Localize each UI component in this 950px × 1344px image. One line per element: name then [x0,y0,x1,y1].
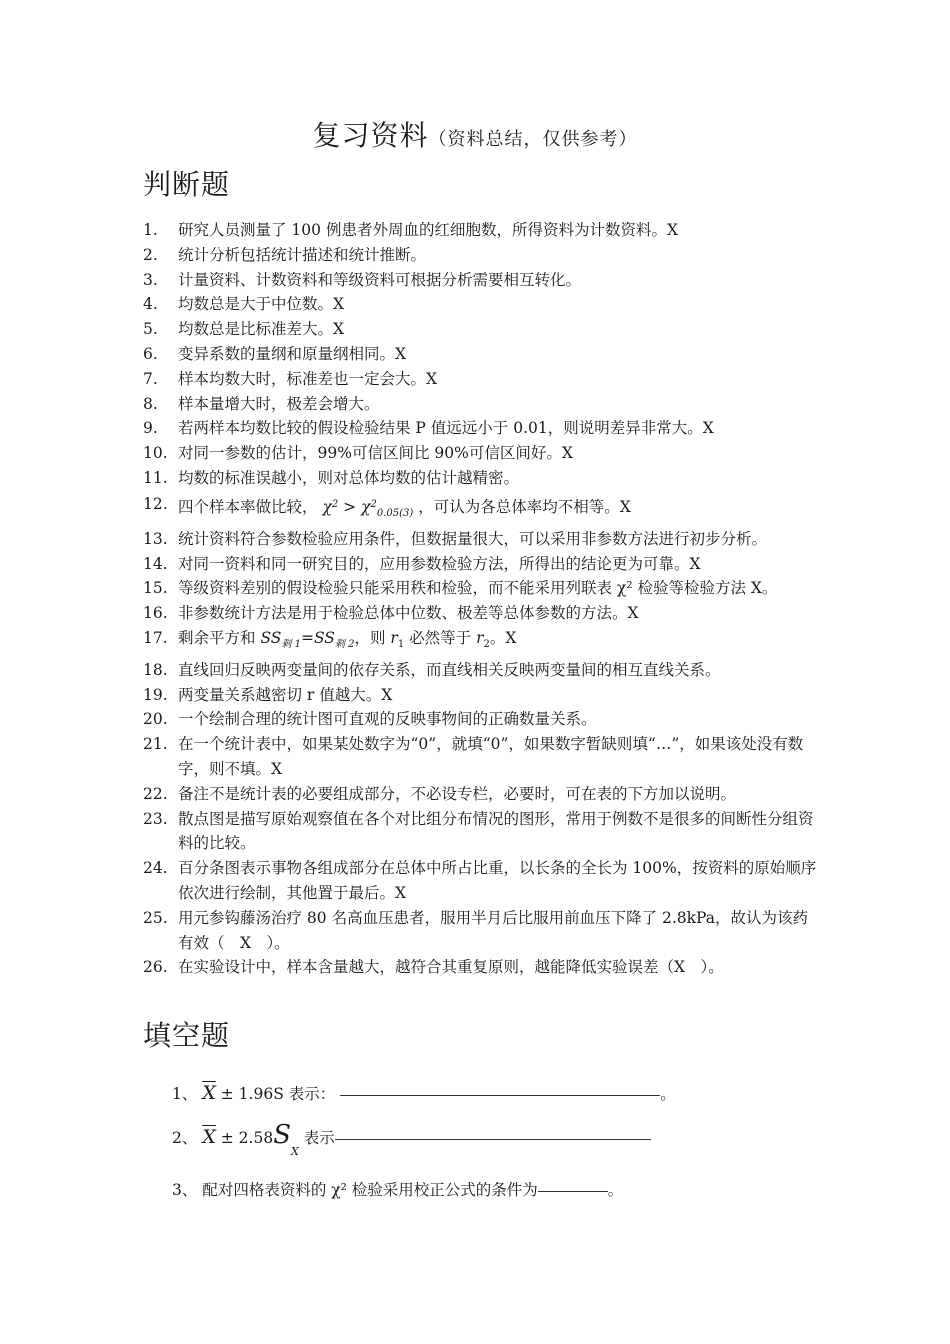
item-text: 非参数统计方法是用于检验总体中位数、极差等总体参数的方法。X [178,604,639,623]
page-title-main: 复习资料 [312,119,429,152]
formula-sup: 2 [370,498,377,510]
list-item [143,367,823,392]
item-text: 对同一资料和同一研究目的，应用参数检验方法，所得出的结论更为可靠。X [178,554,701,573]
item-text: 样本量增大时，极差会增大。 [178,394,380,413]
item-text: 散点图是描写原始观察值在各个对比组分布情况的图形，常用于例数不是很多的间断性分组资料的比较。 [178,809,814,853]
fill-blank-item-1 [172,1082,676,1104]
list-item [143,441,823,466]
list-item [143,392,823,417]
ss-term-1 [260,628,301,650]
list-item [143,466,823,491]
item-number: 10. [143,444,168,463]
item-text: 在实验设计中，样本含量越大，越符合其重复原则，越能降低实验误差（X ）。 [178,958,724,977]
item-text: 剩余平方和 [178,628,261,647]
item-number: 2. [143,245,158,264]
item-number: 8. [143,394,158,413]
item-text: 研究人员测量了 100 例患者外周血的红细胞数，所得资料为计数资料。X [178,221,678,239]
s-subscript: X [291,1145,299,1158]
fill-blank-item-2 [172,1120,651,1158]
r-symbol: r [476,628,484,647]
list-item [143,782,823,807]
list-item [143,292,823,317]
formula-chi: χ [322,497,332,516]
r-symbol: r [390,628,398,647]
ss-term-2 [313,628,355,650]
formula-gt-chi: > χ [338,497,371,516]
item-text: 四个样本率做比较， [178,497,318,516]
answer-blank[interactable] [538,1191,608,1192]
list-item [143,955,823,980]
true-false-list [143,218,823,980]
item-number: 11. [143,468,168,487]
list-item [143,342,823,367]
formula-sub: 0.05(3) [376,507,414,519]
section-heading-fill-blank: 填空题 [143,1019,231,1052]
item-number: 22. [143,784,168,803]
item-number: 1、 [172,1085,198,1103]
list-item [143,576,823,601]
item-number: 7. [143,369,158,388]
item-text: 用元参钩藤汤治疗 80 名高血压患者，服用半月后比服用前血压下降了 2.8kPa，故认为该药有效（ X ）。 [178,908,809,952]
list-item [143,317,823,342]
list-item [143,856,823,906]
answer-blank[interactable] [340,1095,660,1096]
item-number: 25. [143,908,168,927]
ss-sub: 剩 1 [281,638,301,650]
item-text: 若两样本均数比较的假设检验结果 P 值远远小于 0.01，则说明差异非常大。X [178,419,714,438]
item-number: 14. [143,554,168,573]
list-item [143,268,823,293]
formula-expression: ± 1.96S 表示： [215,1085,336,1103]
list-item [143,243,823,268]
item-number: 15. [143,579,168,598]
item-number: 18. [143,660,168,679]
list-item [143,658,823,683]
item-number: 17. [143,628,168,647]
list-item [143,732,823,782]
answer-blank[interactable] [335,1139,651,1140]
list-item [143,218,823,243]
s-symbol: S [273,1120,292,1150]
page-title [0,114,950,154]
list-item [143,552,823,577]
item-text: 备注不是统计表的必要组成部分，不必设专栏，必要时，可在表的下方加以说明。 [178,784,737,803]
equals-sign: = [300,628,314,647]
item-number: 9. [143,419,158,438]
list-item [143,416,823,441]
item-text: 计量资料、计数资料和等级资料可根据分析需要相互转化。 [178,270,582,289]
item-number: 16. [143,604,168,623]
item-text: 对同一参数的估计，99%可信区间比 90%可信区间好。X [178,444,573,463]
section-heading-true-false: 判断题 [143,168,231,201]
item-text: 均数的标准误越小，则对总体均数的估计越精密。 [178,468,520,487]
x-bar-symbol: $\overline{X}$ [202,1082,216,1104]
item-number: 3. [143,270,158,289]
list-item [143,906,823,956]
item-text: 等级资料差别的假设检验只能采用秩和检验，而不能采用列联表 χ² 检验等检验方法 X。 [178,579,778,598]
page-title-subtitle: （资料总结，仅供参考） [428,129,638,150]
item-text: 表示 [298,1129,335,1147]
item-text: 必然等于 [404,628,477,647]
item-text: 统计资料符合参数检验应用条件，但数据量很大，可以采用非参数方法进行初步分析。 [178,529,768,548]
r-sub: 1 [397,638,405,650]
item-number: 13. [143,529,168,548]
list-item [143,527,823,552]
formula-expression: ± 2.58 [215,1129,274,1147]
item-number: 20. [143,710,168,729]
item-text: 直线回归反映两变量间的依存关系，而直线相关反映两变量间的相互直线关系。 [178,660,721,679]
formula-sup: 2 [331,498,339,510]
item-text: 统计分析包括统计描述和统计推断。 [178,245,427,264]
item-end: 。 [660,1085,676,1103]
item-number: 6. [143,344,158,363]
item-text: 在一个统计表中，如果某处数字为“0”，就填“0”，如果数字暂缺则填“…”，如果该处没有数字，则不填。X [178,735,804,778]
item-number: 21. [143,735,168,754]
item-text: ，则 [354,628,391,647]
item-number: 12. [143,494,168,513]
item-text: 配对四格表资料的 χ² 检验采用校正公式的条件为 [202,1181,538,1199]
item-end: 。 [607,1181,624,1199]
item-number: 19. [143,685,168,704]
list-item [143,707,823,732]
item-text: 变异系数的量纲和原量纲相同。X [178,344,407,363]
item-number: 5. [143,320,158,339]
item-text: 两变量关系越密切 r 值越大。X [178,685,393,704]
list-item [143,683,823,708]
item-text: 百分条图表示事物各组成部分在总体中所占比重，以长条的全长为 100%，按资料的原始顺序依次进行绘制，其他置于最后。X [178,859,817,902]
list-item [143,601,823,626]
item-number: 23. [143,809,168,828]
x-bar-symbol: $\overline{X}$ [202,1126,216,1148]
fill-blank-item-3 [172,1178,623,1200]
list-item [143,807,823,857]
item-text: 均数总是大于中位数。X [178,295,345,314]
list-item [143,491,823,527]
item-number: 24. [143,859,168,878]
item-text: 。X [489,628,517,647]
item-number: 2、 [172,1129,198,1147]
item-number: 3、 [172,1181,198,1199]
r-sub: 2 [483,638,490,650]
item-text: 一个绘制合理的统计图可直观的反映事物间的正确数量关系。 [178,710,597,729]
item-number: 26. [143,958,168,977]
item-text: 均数总是比标准差大。X [178,320,345,339]
list-item [143,626,823,658]
ss-symbol: SS [313,628,335,647]
item-text: 样本均数大时，标准差也一定会大。X [178,369,438,388]
item-number: 4. [143,295,158,314]
chi-square-formula [322,497,414,519]
ss-sub: 剩 2 [334,638,355,650]
item-number: 1. [143,221,158,239]
ss-symbol: SS [260,628,282,647]
item-text: ，可认为各总体率均不相等。X [418,497,631,516]
